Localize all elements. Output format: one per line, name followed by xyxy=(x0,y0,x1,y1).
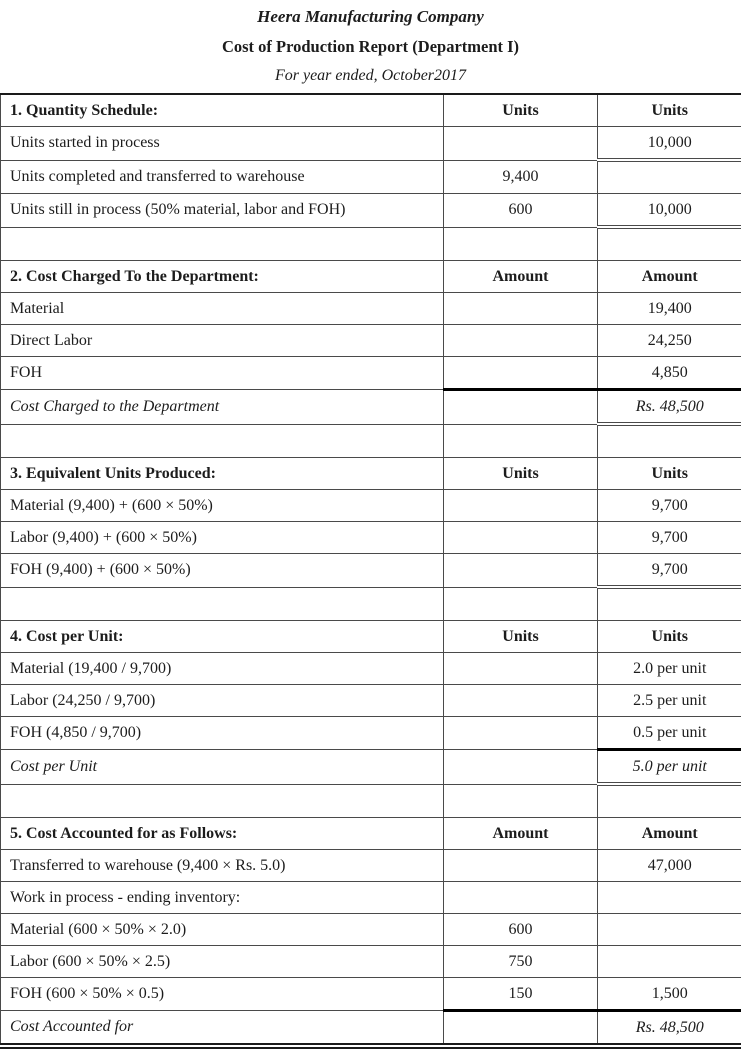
row-label: 3. Equivalent Units Produced: xyxy=(1,458,444,490)
row-value: 9,700 xyxy=(598,554,741,588)
row-value: Units xyxy=(598,458,741,490)
row-value: 0.5 per unit xyxy=(598,717,741,750)
row-value xyxy=(444,490,598,522)
row-value xyxy=(444,227,598,261)
row-value xyxy=(444,357,598,390)
row-value xyxy=(444,293,598,325)
spacer-row xyxy=(1,587,741,621)
table-row xyxy=(1,850,741,882)
cost-of-production-table xyxy=(0,93,741,1049)
report-body xyxy=(1,94,741,1046)
row-label: Units still in process (50% material, labor and FOH) xyxy=(1,194,444,228)
row-value xyxy=(444,522,598,554)
row-value xyxy=(444,850,598,882)
table-row xyxy=(1,978,741,1011)
table-row xyxy=(1,194,741,228)
table-row xyxy=(1,127,741,161)
table-row xyxy=(1,522,741,554)
row-value: 1,500 xyxy=(598,978,741,1011)
row-label xyxy=(1,784,444,818)
row-label: FOH (9,400) + (600 × 50%) xyxy=(1,554,444,588)
row-value xyxy=(598,946,741,978)
table-row xyxy=(1,914,741,946)
row-value: Rs. 48,500 xyxy=(598,390,741,425)
row-value: Amount xyxy=(444,818,598,850)
row-value xyxy=(444,390,598,425)
row-value: 47,000 xyxy=(598,850,741,882)
row-value xyxy=(444,717,598,750)
section-header-row xyxy=(1,458,741,490)
row-value xyxy=(444,424,598,458)
table-row xyxy=(1,160,741,194)
section-header-row xyxy=(1,261,741,293)
total-row xyxy=(1,1011,741,1047)
section-header-row xyxy=(1,94,741,127)
spacer-row xyxy=(1,784,741,818)
table-row xyxy=(1,882,741,914)
table-row xyxy=(1,293,741,325)
row-label: Direct Labor xyxy=(1,325,444,357)
row-value xyxy=(598,424,741,458)
row-label: Cost per Unit xyxy=(1,750,444,785)
row-value: 10,000 xyxy=(598,194,741,228)
row-value xyxy=(444,587,598,621)
row-label xyxy=(1,227,444,261)
row-value xyxy=(598,587,741,621)
row-label: Transferred to warehouse (9,400 × Rs. 5.0) xyxy=(1,850,444,882)
row-label xyxy=(1,424,444,458)
row-value: 10,000 xyxy=(598,127,741,161)
row-label: 4. Cost per Unit: xyxy=(1,621,444,653)
total-row xyxy=(1,390,741,425)
row-value xyxy=(598,784,741,818)
row-value: 750 xyxy=(444,946,598,978)
row-value: 2.5 per unit xyxy=(598,685,741,717)
row-label: Labor (9,400) + (600 × 50%) xyxy=(1,522,444,554)
row-value xyxy=(444,653,598,685)
report-title: Cost of Production Report (Department I) xyxy=(0,37,741,56)
row-value: 5.0 per unit xyxy=(598,750,741,785)
row-value xyxy=(444,750,598,785)
row-value: Units xyxy=(444,458,598,490)
row-label: Work in process - ending inventory: xyxy=(1,882,444,914)
row-value: 19,400 xyxy=(598,293,741,325)
row-value: Amount xyxy=(598,818,741,850)
row-value: Rs. 48,500 xyxy=(598,1011,741,1047)
row-value: Units xyxy=(444,94,598,127)
row-value xyxy=(444,784,598,818)
row-value: 150 xyxy=(444,978,598,1011)
row-value: 9,700 xyxy=(598,522,741,554)
total-row xyxy=(1,750,741,785)
row-value: 600 xyxy=(444,194,598,228)
table-row xyxy=(1,490,741,522)
row-label: Material xyxy=(1,293,444,325)
row-label xyxy=(1,587,444,621)
table-row xyxy=(1,717,741,750)
row-value: Units xyxy=(444,621,598,653)
table-row xyxy=(1,685,741,717)
row-label: Material (9,400) + (600 × 50%) xyxy=(1,490,444,522)
row-value xyxy=(598,914,741,946)
row-value xyxy=(444,127,598,161)
row-value: 9,700 xyxy=(598,490,741,522)
row-label: FOH (600 × 50% × 0.5) xyxy=(1,978,444,1011)
row-label: Labor (24,250 / 9,700) xyxy=(1,685,444,717)
row-label: 1. Quantity Schedule: xyxy=(1,94,444,127)
row-label: 2. Cost Charged To the Department: xyxy=(1,261,444,293)
row-label: Cost Accounted for xyxy=(1,1011,444,1047)
row-label: FOH xyxy=(1,357,444,390)
company-name: Heera Manufacturing Company xyxy=(0,7,741,27)
row-label: Labor (600 × 50% × 2.5) xyxy=(1,946,444,978)
row-value: Units xyxy=(598,621,741,653)
row-value: 24,250 xyxy=(598,325,741,357)
spacer-row xyxy=(1,227,741,261)
row-value: Amount xyxy=(444,261,598,293)
row-value xyxy=(598,227,741,261)
row-label: Material (600 × 50% × 2.0) xyxy=(1,914,444,946)
row-value xyxy=(444,554,598,588)
row-label: Cost Charged to the Department xyxy=(1,390,444,425)
table-row xyxy=(1,653,741,685)
row-value xyxy=(444,325,598,357)
row-value: Amount xyxy=(598,261,741,293)
row-value xyxy=(444,882,598,914)
row-value: 9,400 xyxy=(444,160,598,194)
row-value: Units xyxy=(598,94,741,127)
row-value xyxy=(598,160,741,194)
row-label: Units completed and transferred to warehouse xyxy=(1,160,444,194)
row-label: FOH (4,850 / 9,700) xyxy=(1,717,444,750)
row-value xyxy=(444,1011,598,1047)
row-value: 2.0 per unit xyxy=(598,653,741,685)
table-row xyxy=(1,325,741,357)
row-value: 600 xyxy=(444,914,598,946)
report-period: For year ended, October2017 xyxy=(0,66,741,85)
row-value: 4,850 xyxy=(598,357,741,390)
row-value xyxy=(598,882,741,914)
row-label: 5. Cost Accounted for as Follows: xyxy=(1,818,444,850)
spacer-row xyxy=(1,424,741,458)
row-label: Material (19,400 / 9,700) xyxy=(1,653,444,685)
table-row xyxy=(1,946,741,978)
title-block xyxy=(0,0,741,85)
section-header-row xyxy=(1,818,741,850)
row-label: Units started in process xyxy=(1,127,444,161)
table-row xyxy=(1,554,741,588)
table-row xyxy=(1,357,741,390)
section-header-row xyxy=(1,621,741,653)
row-value xyxy=(444,685,598,717)
